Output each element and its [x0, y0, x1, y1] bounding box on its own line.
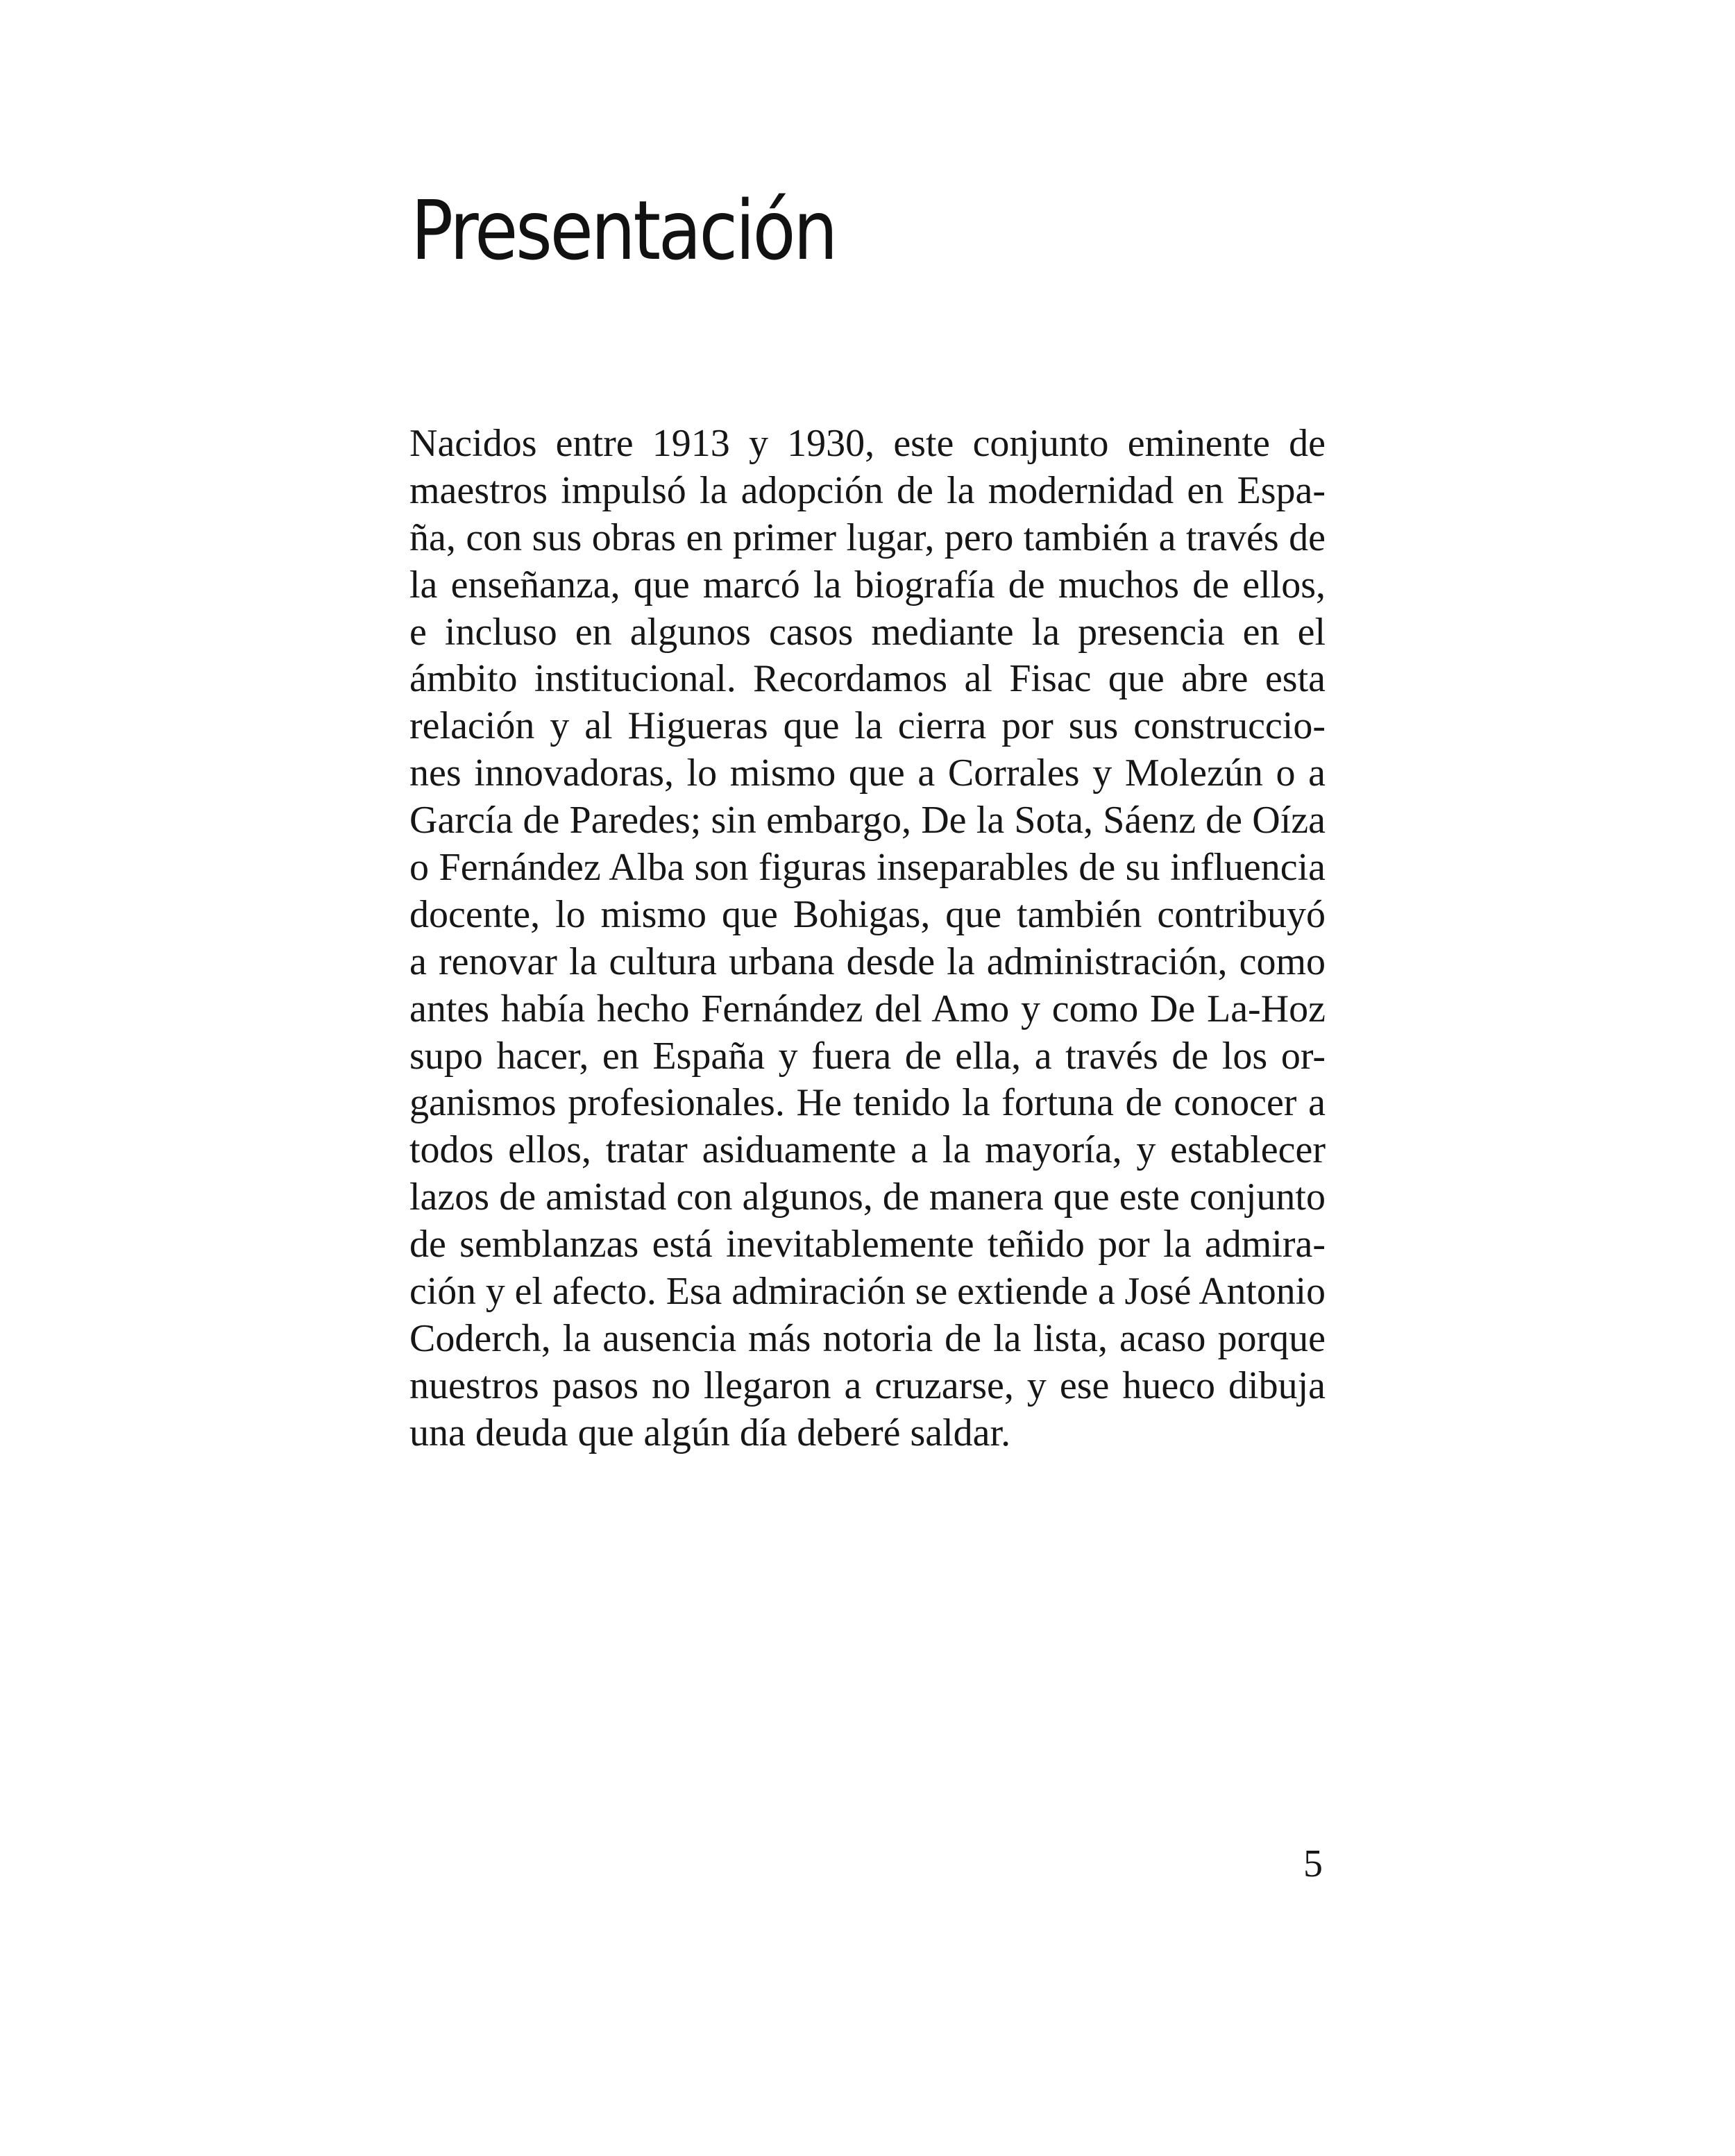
paragraph-line: o Fernández Alba son figuras inseparables de su influencia: [409, 846, 1326, 890]
paragraph-line: todos ellos, tratar asiduamente a la mayoría, y establecer: [409, 1128, 1326, 1172]
paragraph-line: relación y al Higueras que la cierra por sus construccio-: [409, 704, 1326, 748]
paragraph-line: antes había hecho Fernández del Amo y como De La-Hoz: [409, 987, 1326, 1030]
paragraph-line: ganismos profesionales. He tenido la fortuna de conocer a: [409, 1081, 1326, 1125]
page-number: 5: [1303, 1842, 1323, 1885]
paragraph-line: nes innovadoras, lo mismo que a Corrales y Molezún o a: [409, 752, 1326, 795]
paragraph-line: a renovar la cultura urbana desde la administración, como: [409, 940, 1326, 983]
paragraph-line: Nacidos entre 1913 y 1930, este conjunto eminente de: [409, 422, 1326, 465]
paragraph-line: una deuda que algún día deberé saldar.: [409, 1411, 1011, 1454]
paragraph-line: ción y el afecto. Esa admiración se extiende a José Antonio: [409, 1270, 1326, 1314]
paragraph-line: Coderch, la ausencia más notoria de la lista, acaso porque: [409, 1316, 1326, 1360]
paragraph-line: ña, con sus obras en primer lugar, pero también a través de: [409, 516, 1326, 559]
paragraph-line: de semblanzas está inevitablemente teñido por la admira-: [409, 1223, 1326, 1266]
paragraph-line: ámbito institucional. Recordamos al Fisac que abre esta: [409, 657, 1326, 701]
paragraph-line: e incluso en algunos casos mediante la presencia en el: [409, 610, 1326, 654]
paragraph-line: maestros impulsó la adopción de la modernidad en Espa-: [409, 468, 1326, 512]
presentation-paragraph: [409, 421, 1326, 1457]
paragraph-line: nuestros pasos no llegaron a cruzarse, y ese hueco dibuja: [409, 1364, 1326, 1407]
paragraph-line: García de Paredes; sin embargo, De la Sota, Sáenz de Oíza: [409, 799, 1326, 842]
page-title: Presentación: [411, 183, 836, 278]
paragraph-line: lazos de amistad con algunos, de manera que este conjunto: [409, 1175, 1326, 1219]
paragraph-line: supo hacer, en España y fuera de ella, a través de los or-: [409, 1034, 1326, 1078]
paragraph-line: docente, lo mismo que Bohigas, que también contribuyó: [409, 892, 1326, 936]
paragraph-line: la enseñanza, que marcó la biografía de muchos de ellos,: [409, 563, 1326, 606]
